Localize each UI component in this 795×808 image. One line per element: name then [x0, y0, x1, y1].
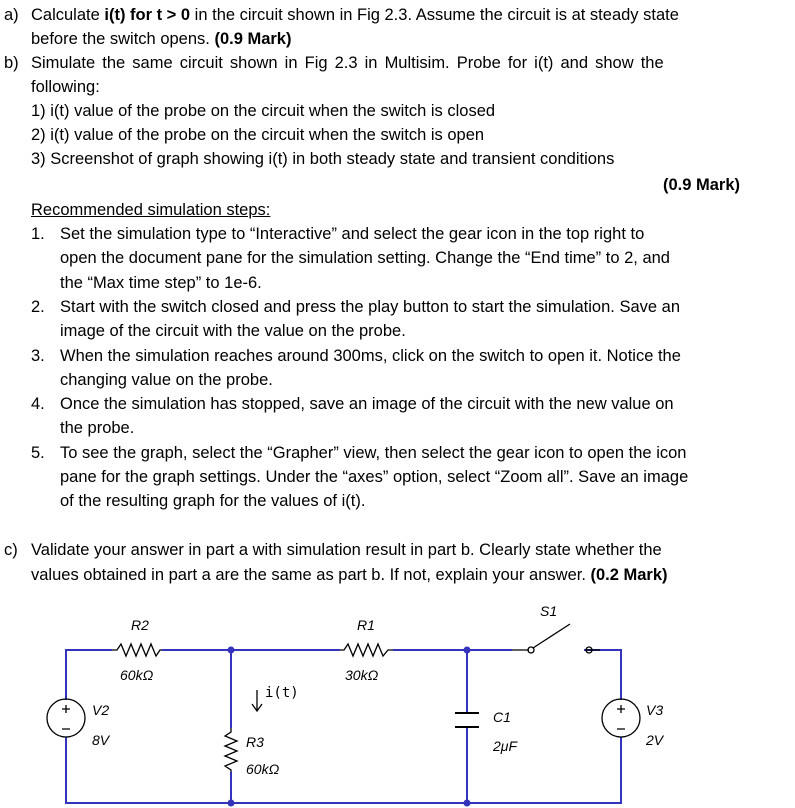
part-b-item: 3) Screenshot of graph showing i(t) in both steady state and transient conditions	[31, 150, 615, 168]
capacitor-c1	[455, 713, 479, 727]
r1-value: 30kΩ	[345, 667, 379, 683]
step-number: 4.	[31, 395, 45, 414]
resistor-r3	[225, 728, 237, 772]
step-text: open the document pane for the simulation setting. Change the “End time” to 2, and	[60, 249, 670, 268]
step-line	[31, 491, 365, 511]
step-line	[31, 321, 406, 341]
step-line	[31, 346, 681, 366]
step-line	[31, 224, 644, 244]
r3-label: R3	[246, 734, 264, 750]
circuit-diagram	[0, 600, 795, 808]
part-b-mark: (0.9 Mark)	[663, 176, 741, 194]
source-v2	[47, 699, 85, 737]
part-b-item: 2) i(t) value of the probe on the circuit when the switch is open	[31, 126, 485, 144]
step-line	[31, 394, 674, 414]
step-line	[31, 248, 670, 268]
step-text: To see the graph, select the “Grapher” view, then select the gear icon to open the icon	[60, 443, 687, 462]
step-text: Start with the switch closed and press the play button to start the simulation. Save an	[60, 297, 680, 316]
step-text: pane for the graph settings. Under the “axes” option, select “Zoom all”. Save an image	[60, 468, 689, 486]
part-b-line2: following:	[31, 78, 100, 96]
part-a-line2: before the switch opens. (0.9 Mark)	[31, 30, 292, 48]
probe-arrow-icon	[252, 690, 262, 711]
step-line	[31, 418, 134, 438]
source-v3	[602, 699, 640, 737]
step-text: Once the simulation has stopped, save an image of the circuit with the new value on	[60, 395, 674, 414]
c1-value: 2μF	[493, 738, 518, 754]
v3-value: 2V	[646, 732, 664, 748]
step-text: the probe.	[60, 419, 135, 438]
step-number: 3.	[31, 346, 45, 365]
step-line	[31, 443, 686, 463]
step-line	[31, 297, 680, 317]
r2-label: R2	[131, 617, 149, 633]
steps-heading: Recommended simulation steps:	[31, 201, 271, 219]
r2-value: 60kΩ	[120, 667, 154, 683]
v2-value: 8V	[92, 732, 110, 748]
step-text: image of the circuit with the value on the probe.	[60, 322, 406, 341]
step-line	[31, 273, 262, 293]
part-c-line2: values obtained in part a are the same as part b. If not, explain your answer. (0.2 Mark)	[31, 566, 668, 584]
r3-value: 60kΩ	[246, 761, 280, 777]
part-b-line1: b) Simulate the same circuit shown in Fig 2.3 in Multisim. Probe for i(t) and show the	[4, 54, 664, 72]
r1-label: R1	[357, 617, 375, 633]
step-line	[31, 467, 688, 487]
step-number: 2.	[31, 297, 45, 316]
v2-label: V2	[92, 702, 110, 718]
step-number: 5.	[31, 443, 45, 462]
probe-label: i(t)	[265, 685, 299, 701]
step-text: changing value on the probe.	[60, 370, 273, 389]
part-a-line1: a) Calculate i(t) for t > 0 in the circuit shown in Fig 2.3. Assume the circuit is at steady state	[4, 6, 679, 24]
resistor-r1	[340, 644, 393, 656]
step-number: 1.	[31, 225, 45, 243]
part-b-item: 1) i(t) value of the probe on the circuit when the switch is closed	[31, 102, 496, 120]
v3-label: V3	[646, 702, 664, 718]
c1-label: C1	[493, 709, 511, 725]
s1-label: S1	[540, 603, 558, 619]
step-text: Set the simulation type to “Interactive” and select the gear icon in the top right to	[60, 225, 645, 243]
step-text: When the simulation reaches around 300ms, click on the switch to open it. Notice the	[60, 346, 681, 365]
step-line	[31, 370, 273, 390]
step-text: the “Max time step” to 1e-6.	[60, 273, 262, 292]
resistor-r2	[112, 644, 162, 656]
part-c-line1: c) Validate your answer in part a with simulation result in part b. Clearly state whether the	[4, 541, 662, 559]
step-text: of the resulting graph for the values of i(t).	[60, 492, 366, 511]
switch-s1	[512, 624, 600, 650]
